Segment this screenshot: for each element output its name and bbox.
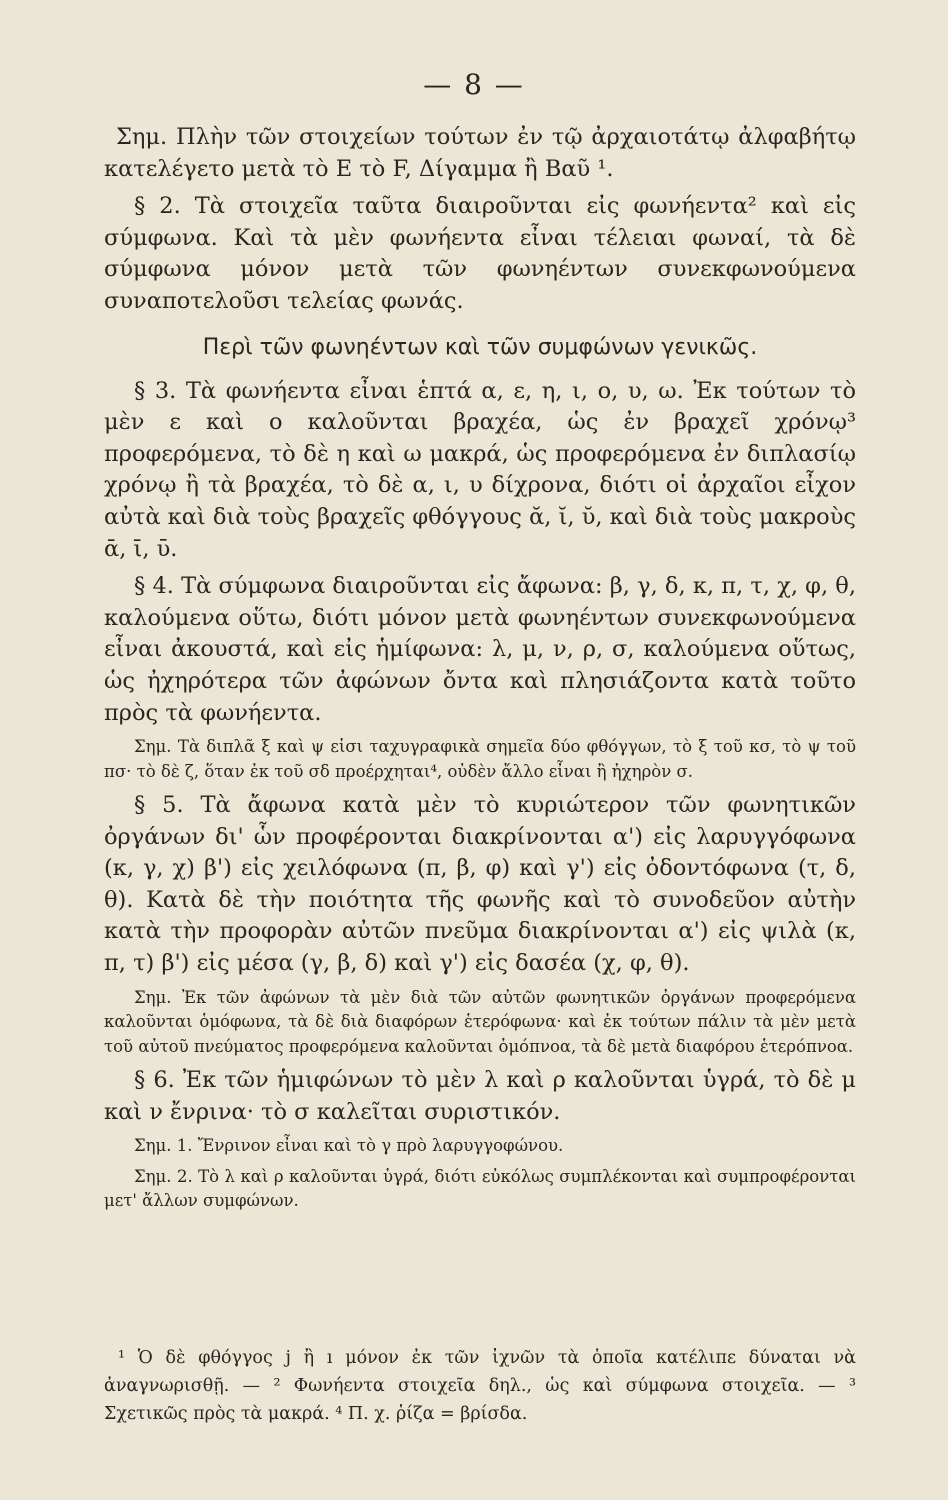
note-double-consonants: Σημ. Τὰ διπλᾶ ξ καὶ ψ εἰσι ταχυγραφικὰ σημεῖα δύο φθόγγων, τὸ ξ τοῦ κσ, τὸ ψ τοῦ πσ· τὸ δὲ ζ, ὅταν ἐκ τοῦ σδ προέρχηται⁴, οὐδὲν ἄλλο εἶναι ἢ ἠχηρὸν σ. (104, 737, 856, 781)
footnotes (104, 1344, 856, 1428)
section-5-paragraph: § 5. Τὰ ἄφωνα κατὰ μὲν τὸ κυριώτερον τῶν φωνητικῶν ὀργάνων δι' ὧν προφέρονται διακρίνονται α') εἰς λαρυγγόφωνα (κ, γ, χ) β') εἰς χειλόφωνα (π, β, φ) καὶ γ') εἰς ὀδοντόφωνα (τ, δ, θ). Κατὰ δὲ τὴν ποιότητα τῆς φωνῆς καὶ τὸ συνοδεῦον αὐτὴν κατὰ τὴν προφορὰν αὐτῶν πνεῦμα διακρίνονται α') εἰς ψιλὰ (κ, π, τ) β') εἰς μέσα (γ, β, δ) καὶ γ') εἰς δασέα (χ, φ, θ). (104, 792, 856, 977)
section-2-paragraph: § 2. Τὰ στοιχεῖα ταῦτα διαιροῦνται εἰς φωνήεντα² καὶ εἰς σύμφωνα. Καὶ τὰ μὲν φωνήεντα εἶναι τέλειαι φωναί, τὰ δὲ σύμφωνα μόνον μετὰ τῶν φωνηέντων συνεκφωνούμενα συναποτελοῦσι τελείας φωνάς. (104, 193, 856, 314)
section-3-paragraph: § 3. Τὰ φωνήεντα εἶναι ἑπτά α, ε, η, ι, ο, υ, ω. Ἐκ τούτων τὸ μὲν ε καὶ ο καλοῦνται βραχέα, ὡς ἐν βραχεῖ χρόνῳ³ προφερόμενα, τὸ δὲ η καὶ ω μακρά, ὡς προφερόμενα ἐν διπλασίῳ χρόνῳ ἢ τὰ βραχέα, τὸ δὲ α, ι, υ δίχρονα, διότι οἱ ἀρχαῖοι εἶχον αὐτὰ καὶ διὰ τοὺς βραχεῖς φθόγγους ᾰ, ῐ, ῠ, καὶ διὰ τοὺς μακροὺς ᾱ, ῑ, ῡ. (104, 377, 856, 562)
section-6-paragraph: § 6. Ἐκ τῶν ἡμιφώνων τὸ μὲν λ καὶ ρ καλοῦνται ὑγρά, τὸ δὲ μ καὶ ν ἔνρινα· τὸ σ καλεῖται συριστικόν. (104, 1067, 856, 1125)
page-number: — 8 — (423, 68, 525, 101)
section-heading: Περὶ τῶν φωνηέντων καὶ τῶν συμφώνων γενικῶς. (202, 334, 758, 360)
section-4-paragraph: § 4. Τὰ σύμφωνα διαιροῦνται εἰς ἄφωνα: β, γ, δ, κ, π, τ, χ, φ, θ, καλούμενα οὕτω, διότι μόνον μετὰ φωνηέντων συνεκφωνούμενα εἶναι ἀκουστά, καὶ εἰς ἡμίφωνα: λ, μ, ν, ρ, σ, καλούμενα οὕτως, ὡς ἠχηρότερα τῶν ἀφώνων ὄντα καὶ πλησιάζοντα κατὰ τοῦτο πρὸς τὰ φωνήεντα. (104, 573, 856, 726)
body-text (104, 122, 856, 1214)
note-paragraph: Σημ. Πλὴν τῶν στοιχείων τούτων ἐν τῷ ἀρχαιοτάτῳ ἀλφαβήτῳ κατελέγετο μετὰ τὸ Ε τὸ F, Δίγαμμα ἢ Βαῦ ¹. (104, 124, 856, 182)
note-nasal: Σημ. 1. Ἔνρινον εἶναι καὶ τὸ γ πρὸ λαρυγγοφώνου. (134, 1136, 564, 1156)
note-liquid: Σημ. 2. Τὸ λ καὶ ρ καλοῦνται ὑγρά, διότι εὐκόλως συμπλέκονται καὶ συμπροφέρονται μετ' ἄλλων συμφώνων. (104, 1166, 856, 1211)
footnote-text: ¹ Ὁ δὲ φθόγγος j ἢ ı μόνον ἐκ τῶν ἰχνῶν τὰ ὁποῖα κατέλιπε δύναται νὰ ἀναγνωρισθῇ. — ² Φωνήεντα στοιχεῖα δηλ., ὡς καὶ σύμφωνα στοιχεῖα. — ³ Σχετικῶς πρὸς τὰ μακρά. ⁴ Π. χ. ῥίζα = βρίσδα. (104, 1348, 856, 1424)
note-homophone: Σημ. Ἐκ τῶν ἀφώνων τὰ μὲν διὰ τῶν αὐτῶν φωνητικῶν ὀργάνων προφερόμενα καλοῦνται ὁμόφωνα, τὰ δὲ διὰ διαφόρων ἑτερόφωνα· καὶ ἐκ τούτων πάλιν τὰ μὲν μετὰ τοῦ αὐτοῦ πνεύματος προφερόμενα καλοῦνται ὁμόπνοα, τὰ δὲ μετὰ διαφόρου ἑτερόπνοα. (104, 987, 856, 1056)
